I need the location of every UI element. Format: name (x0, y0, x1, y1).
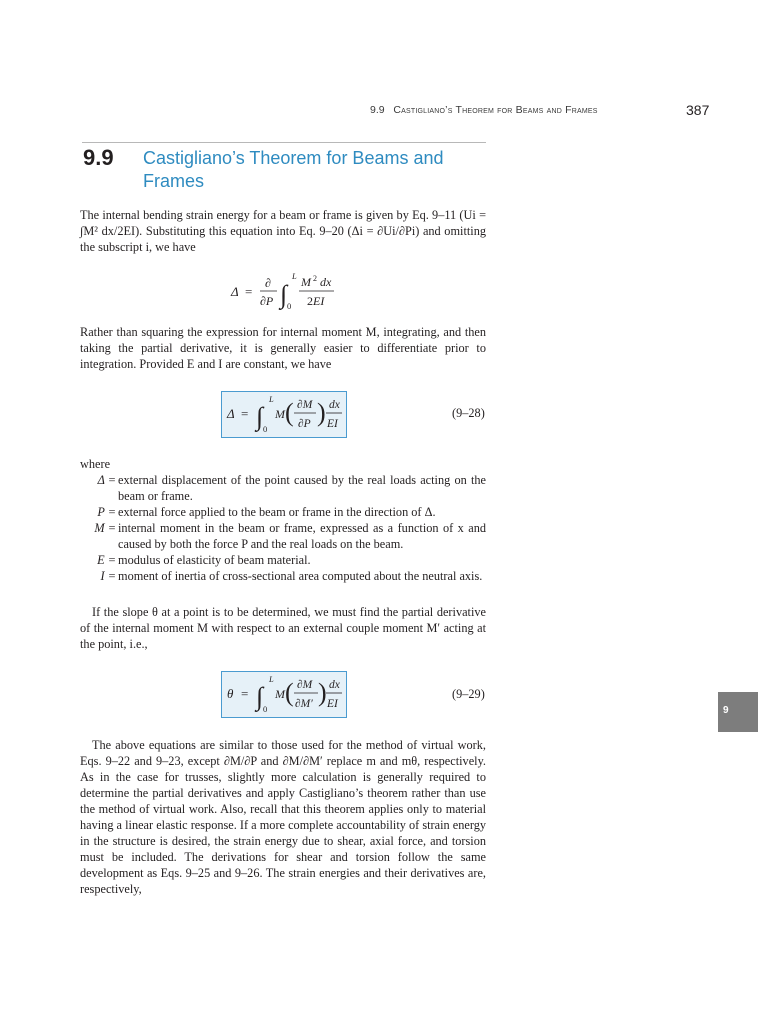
section-rule (82, 142, 486, 143)
svg-text:dx: dx (329, 399, 340, 411)
rather-paragraph: Rather than squaring the expression for internal moment M, integrating, and then taking the partial derivative, it is generally easier to differentiate prior to integration. Provided E and I are constant, we have (80, 325, 486, 371)
delta-symbol: Δ (231, 284, 239, 299)
page-number: 387 (686, 102, 710, 118)
svg-text:EI: EI (327, 698, 338, 710)
chapter-tab-number: 9 (723, 705, 729, 716)
strain-energy-derivative-equation (228, 270, 348, 316)
where-symbol: P = (97, 505, 116, 519)
intro-paragraph: The internal bending strain energy for a beam or frame is given by Eq. 9–11 (Ui = ∫M² dx/2EI). Substituting this equation into Eq. 9–20 (Δi = ∂Ui/∂Pi) and omitting the subscript i, we have (80, 208, 486, 254)
svg-text:M: M (301, 275, 311, 289)
where-label: where (80, 457, 111, 471)
svg-text:0: 0 (263, 704, 268, 714)
svg-text:L: L (292, 271, 297, 281)
svg-text:Δ: Δ (227, 406, 235, 421)
svg-text:∂P: ∂P (260, 294, 274, 308)
running-head (370, 104, 660, 116)
where-definition: modulus of elasticity of beam material. (118, 553, 311, 567)
svg-text:): ) (318, 678, 327, 707)
svg-text:=: = (245, 284, 253, 299)
svg-text:dx: dx (320, 275, 332, 289)
equation-9-28-number: (9–28) (452, 406, 485, 420)
svg-text:∫: ∫ (256, 402, 264, 431)
svg-text:2: 2 (313, 274, 317, 283)
equation-9-29-number: (9–29) (452, 687, 485, 701)
svg-text:∂M: ∂M (297, 399, 313, 411)
svg-text:dx: dx (329, 679, 340, 691)
chapter-tab (718, 692, 758, 732)
svg-text:M: M (275, 407, 285, 421)
where-item-m (80, 520, 486, 552)
where-symbol: Δ = (97, 473, 116, 487)
svg-text:∂M: ∂M (297, 679, 313, 691)
svg-text:∂P: ∂P (298, 418, 311, 430)
where-symbol: E = (97, 553, 116, 567)
equation-9-28 (221, 391, 347, 438)
svg-text:(: ( (285, 678, 294, 707)
section-title: Castigliano’s Theorem for Beams and Frames (143, 148, 444, 191)
section-number: 9.9 (83, 145, 114, 170)
svg-text:M: M (275, 687, 285, 701)
where-item-i (80, 568, 486, 600)
svg-text:): ) (317, 398, 326, 427)
equation-9-29 (221, 671, 347, 718)
svg-text:L: L (269, 674, 274, 684)
above-equations-paragraph: The above equations are similar to those used for the method of virtual work, Eqs. 9–22 and 9–23, except ∂M/∂P and ∂M/∂M′ replace m and mθ, respectively. As in the case for trusses, slightly more calculation is generally required to determine the partial derivatives and apply Castigliano’s theorem rather than use the method of virtual work. Also, recall that this theorem applies only to material having a linear elastic response. If a more complete accountability of strain energy in the structure is desired, the strain energy due to shear, axial force, and torsion must be included. The derivations for shear and torsion follow the same development as Eqs. 9–25 and 9–26. The strain energies and their derivatives are, respectively, (80, 738, 486, 896)
where-item-e (80, 552, 486, 568)
running-head-section: 9.9 (370, 104, 385, 116)
where-definition: external displacement of the point caused by the real loads acting on the beam or frame. (118, 473, 486, 503)
running-head-title: Castigliano’s Theorem for Beams and Frames (393, 104, 598, 116)
where-symbol: I = (100, 569, 116, 583)
svg-text:∂M′: ∂M′ (295, 698, 313, 710)
slope-paragraph: If the slope θ at a point is to be determined, we must find the partial derivative of the internal moment M with respect to an external couple moment M′ acting at the point, i.e., (80, 605, 486, 651)
svg-text:L: L (269, 394, 274, 404)
where-item-delta (80, 472, 486, 504)
where-definition: external force applied to the beam or frame in the direction of Δ. (118, 505, 436, 519)
where-definition: moment of inertia of cross-sectional area computed about the neutral axis. (118, 569, 483, 583)
svg-text:∂: ∂ (265, 276, 271, 290)
svg-text:∫: ∫ (256, 682, 264, 711)
svg-text:0: 0 (263, 424, 268, 434)
svg-text:∫: ∫ (280, 280, 288, 309)
svg-text:=: = (241, 686, 249, 701)
where-symbol: M = (94, 521, 116, 535)
svg-text:EI: EI (327, 418, 338, 430)
svg-text:2EI: 2EI (307, 294, 325, 308)
svg-text:θ: θ (227, 686, 234, 701)
where-item-p (80, 504, 486, 520)
svg-text:0: 0 (287, 301, 292, 311)
where-definition: internal moment in the beam or frame, expressed as a function of x and caused by both the force P and the real loads on the beam. (118, 521, 486, 551)
svg-text:(: ( (285, 398, 294, 427)
svg-text:=: = (241, 406, 249, 421)
